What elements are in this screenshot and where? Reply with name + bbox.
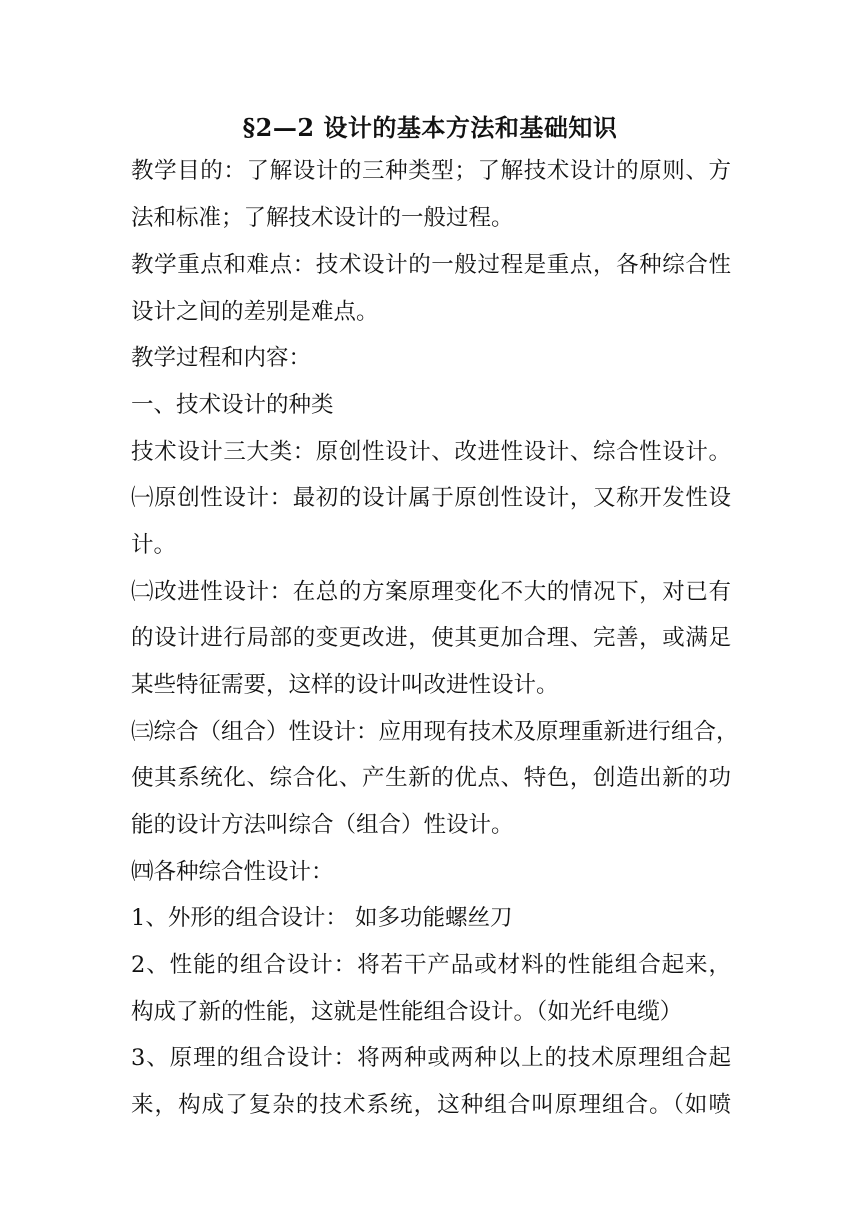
text-line: ㈢综合（组合）性设计：应用现有技术及原理重新进行组合， — [131, 719, 739, 745]
text-line: 法和标准；了解技术设计的一般过程。 — [131, 205, 514, 231]
text-line: 1、外形的组合设计： 如多功能螺丝刀 — [131, 905, 513, 931]
text-line: 计。 — [131, 532, 177, 558]
text-line: 技术设计三大类：原创性设计、改进性设计、综合性设计。 — [131, 439, 731, 465]
text-line: 来，构成了复杂的技术系统，这种组合叫原理组合。（如喷 — [131, 1092, 731, 1118]
text-line: ㈠原创性设计：最初的设计属于原创性设计，又称开发性设 — [131, 485, 731, 511]
text-line: 2、性能的组合设计：将若干产品或材料的性能组合起来， — [131, 952, 731, 978]
section-heading: 一、技术设计的种类 — [131, 392, 334, 418]
text-line: 某些特征需要，这样的设计叫改进性设计。 — [131, 672, 559, 698]
text-line: 教学过程和内容： — [131, 345, 312, 371]
text-line: 3、原理的组合设计：将两种或两种以上的技术原理组合起 — [131, 1045, 731, 1071]
text-line: 教学重点和难点：技术设计的一般过程是重点，各种综合性 — [131, 252, 731, 278]
text-line: ㈡改进性设计：在总的方案原理变化不大的情况下，对已有 — [131, 579, 731, 605]
text-line: ㈣各种综合性设计： — [131, 859, 334, 885]
page-title: §2—2 设计的基本方法和基础知识 — [242, 113, 618, 142]
text-line: 教学目的：了解设计的三种类型；了解技术设计的原则、方 — [131, 158, 731, 184]
text-line: 使其系统化、综合化、产生新的优点、特色，创造出新的功 — [131, 765, 731, 791]
text-line: 的设计进行局部的变更改进，使其更加合理、完善，或满足 — [131, 625, 731, 651]
text-line: 设计之间的差别是难点。 — [131, 299, 379, 325]
text-line: 能的设计方法叫综合（组合）性设计。 — [131, 812, 514, 838]
text-line: 构成了新的性能，这就是性能组合设计。（如光纤电缆） — [131, 999, 683, 1025]
